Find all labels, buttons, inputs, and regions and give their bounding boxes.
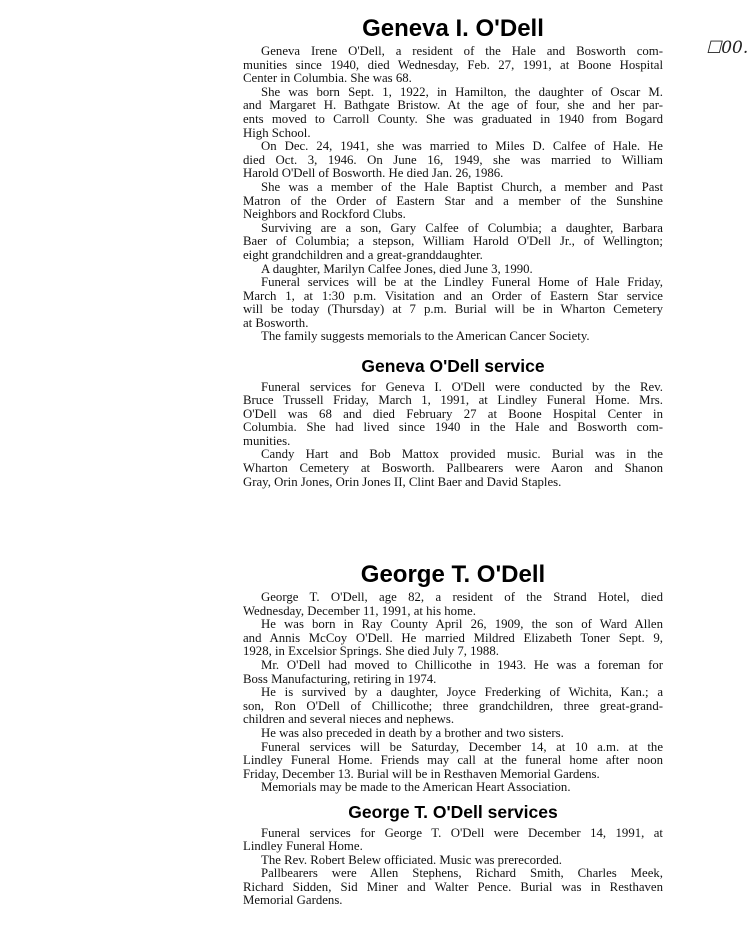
paragraph xyxy=(243,854,663,868)
text-line: Boss Manufacturing, retiring in 1974. xyxy=(243,671,437,686)
paragraph xyxy=(243,276,663,330)
text-line: and Margaret H. Bathgate Bristow. At the age of four, she and her par- xyxy=(243,98,663,113)
text-line: Funeral services for Geneva I. O'Dell were conducted by the Rev. xyxy=(261,379,663,394)
text-line: High School. xyxy=(243,125,311,140)
text-line: On Dec. 24, 1941, she was married to Miles D. Calfee of Hale. He xyxy=(261,139,663,154)
text-line: Funeral services will be at the Lindley Funeral Home of Hale Friday, xyxy=(261,275,663,290)
service-george xyxy=(243,804,663,908)
text-line: and Annis McCoy O'Dell. He married Mildred Elizabeth Toner Sept. 9, xyxy=(243,630,663,645)
paragraph xyxy=(243,659,663,686)
paragraph xyxy=(243,263,663,277)
text-line: Friday, December 13. Burial will be in Resthaven Memorial Gardens. xyxy=(243,766,600,781)
text-line: Mr. O'Dell had moved to Chillicothe in 1943. He was a foreman for xyxy=(261,657,663,672)
paragraph xyxy=(243,45,663,86)
text-line: Harold O'Dell of Bosworth. He died Jan. 26, 1986. xyxy=(243,166,504,181)
text-line: munities since 1940, died Wednesday, Feb. 27, 1991, at Boone Hospital xyxy=(243,57,663,72)
text-line: eight grandchildren and a great-granddaughter. xyxy=(243,247,483,262)
paragraph xyxy=(243,448,663,489)
text-line: She was a member of the Hale Baptist Church, a member and Past xyxy=(261,179,663,194)
text-line: Wharton Cemetery at Bosworth. Pallbearers were Aaron and Shanon xyxy=(243,461,663,476)
text-line: children and several nieces and nephews. xyxy=(243,712,455,727)
handwritten-note: ☐00. xyxy=(706,38,749,58)
obituary-geneva xyxy=(243,17,663,344)
text-line: Baer of Columbia; a stepson, William Harold O'Dell Jr., of Wellington; xyxy=(243,234,663,249)
text-line: Pallbearers were Allen Stephens, Richard Smith, Charles Meek, xyxy=(261,866,663,881)
paragraph xyxy=(243,867,663,908)
paragraph xyxy=(243,330,663,344)
paragraph xyxy=(243,741,663,782)
text-line: munities. xyxy=(243,433,291,448)
text-line: He is survived by a daughter, Joyce Frederking of Wichita, Kan.; a xyxy=(261,685,663,700)
paragraph xyxy=(243,827,663,854)
text-line: Lindley Funeral Home. xyxy=(243,839,363,854)
obituary-george xyxy=(243,563,663,795)
text-line: He was also preceded in death by a brother and two sisters. xyxy=(261,725,564,740)
paragraph xyxy=(243,381,663,449)
article-body xyxy=(243,45,663,344)
text-line: Surviving are a son, Gary Calfee of Columbia; a daughter, Barbara xyxy=(261,220,663,235)
text-line: Memorial Gardens. xyxy=(243,893,343,908)
article-body xyxy=(243,827,663,909)
text-line: Center in Columbia. She was 68. xyxy=(243,71,412,86)
text-line: will be today (Thursday) at 7 p.m. Burial will be in Wharton Cemetery xyxy=(243,302,663,317)
article-body xyxy=(243,591,663,795)
text-line: Columbia. She had lived since 1940 in the Hale and Bosworth com- xyxy=(243,420,663,435)
article-body xyxy=(243,381,663,490)
text-line: March 1, at 1:30 p.m. Visitation and an Order of Eastern Star service xyxy=(243,288,663,303)
text-line: The family suggests memorials to the American Cancer Society. xyxy=(261,329,590,344)
paragraph xyxy=(243,686,663,727)
text-line: She was born Sept. 1, 1922, in Hamilton, the daughter of Oscar M. xyxy=(261,84,663,99)
text-line: Richard Sidden, Sid Miner and Walter Pence. Burial was in Resthaven xyxy=(243,879,663,894)
text-line: Candy Hart and Bob Mattox provided music. Burial was in the xyxy=(261,447,663,462)
text-line: O'Dell was 68 and died February 27 at Boone Hospital Center in xyxy=(243,406,663,421)
article-title: Geneva I. O'Dell xyxy=(362,15,544,42)
text-line: son, Ron O'Dell of Chillicothe; three grandchildren, three great-grand- xyxy=(243,698,663,713)
paragraph xyxy=(243,618,663,659)
text-line: The Rev. Robert Belew officiated. Music was prerecorded. xyxy=(261,852,562,867)
text-line: Bruce Trussell Friday, March 1, 1991, at Lindley Funeral Home. Mrs. xyxy=(243,393,663,408)
text-line: Gray, Orin Jones, Orin Jones II, Clint Baer and David Staples. xyxy=(243,474,562,489)
text-line: Lindley Funeral Home. Friends may call at the funeral home after noon xyxy=(243,753,663,768)
text-line: George T. O'Dell, age 82, a resident of the Strand Hotel, died xyxy=(261,590,663,604)
paragraph xyxy=(243,86,663,140)
article-title: Geneva O'Dell service xyxy=(361,356,545,376)
article-title: George T. O'Dell xyxy=(360,561,546,588)
text-line: Neighbors and Rockford Clubs. xyxy=(243,207,406,222)
text-line: Funeral services for George T. O'Dell were December 14, 1991, at xyxy=(261,825,663,840)
text-line: Funeral services will be Saturday, December 14, at 10 a.m. at the xyxy=(261,739,663,754)
text-line: He was born in Ray County April 26, 1909, the son of Ward Allen xyxy=(261,617,663,632)
paragraph xyxy=(243,781,663,795)
article-title: George T. O'Dell services xyxy=(348,802,558,822)
text-line: Geneva Irene O'Dell, a resident of the Hale and Bosworth com- xyxy=(261,44,663,58)
text-line: Matron of the Order of Eastern Star and a member of the Sunshine xyxy=(243,193,663,208)
paragraph xyxy=(243,140,663,181)
text-line: 1928, in Excelsior Springs. She died July 7, 1988. xyxy=(243,644,499,659)
paragraph xyxy=(243,222,663,263)
paragraph xyxy=(243,727,663,741)
service-geneva xyxy=(243,358,663,489)
text-line: A daughter, Marilyn Calfee Jones, died June 3, 1990. xyxy=(261,261,533,276)
text-line: at Bosworth. xyxy=(243,315,309,330)
paragraph xyxy=(243,181,663,222)
text-line: ents moved to Carroll County. She was graduated in 1940 from Bogard xyxy=(243,111,663,126)
text-line: Memorials may be made to the American Heart Association. xyxy=(261,780,571,795)
paragraph xyxy=(243,591,663,618)
text-line: died Oct. 3, 1946. On June 16, 1949, she was married to William xyxy=(243,152,663,167)
text-line: Wednesday, December 11, 1991, at his home. xyxy=(243,603,476,618)
